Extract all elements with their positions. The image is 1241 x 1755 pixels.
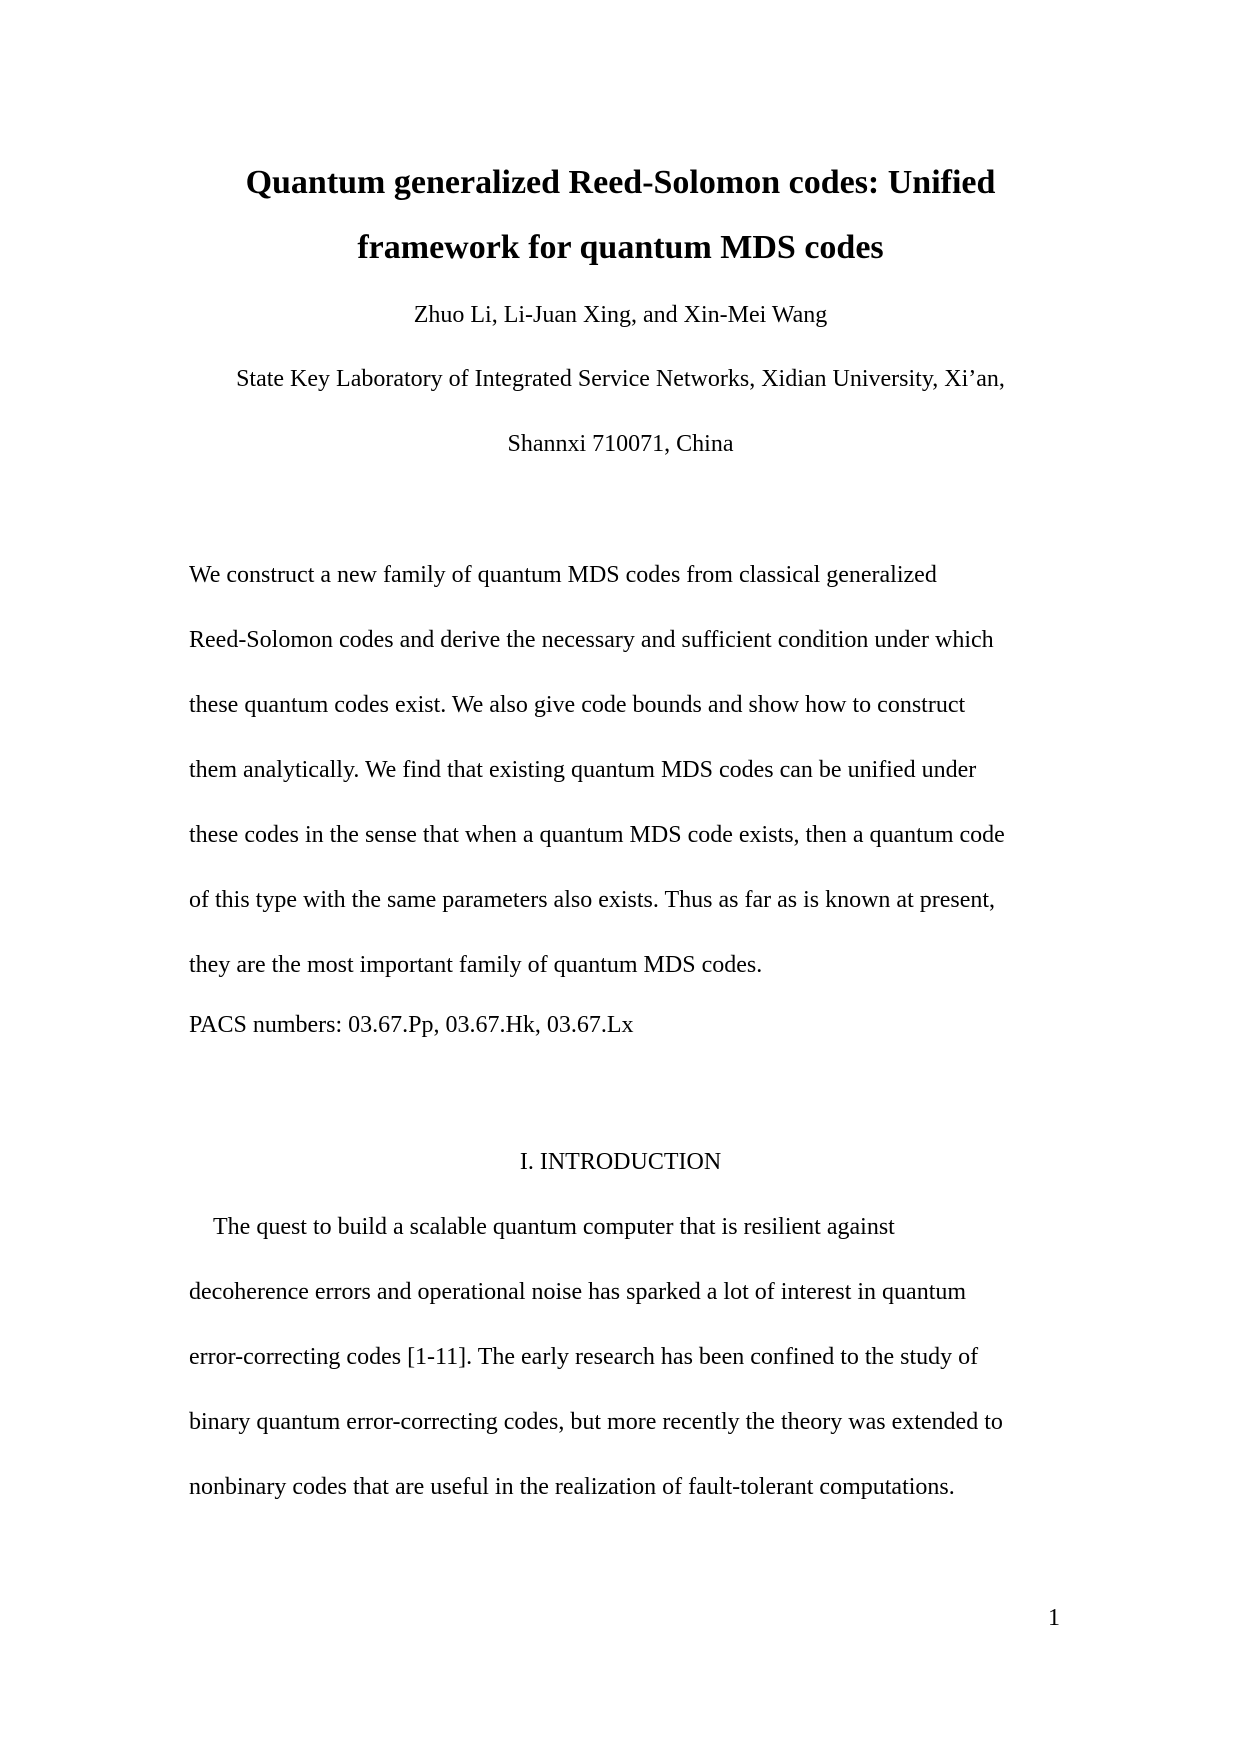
affiliation-line-1: State Key Laboratory of Integrated Service Networks, Xidian University, Xi’an, (236, 366, 1005, 392)
introduction-line: nonbinary codes that are useful in the realization of fault-tolerant computations. (189, 1474, 955, 1500)
introduction-line: binary quantum error-correcting codes, but more recently the theory was extended to (189, 1409, 1003, 1435)
introduction-line: error-correcting codes [1-11]. The early research has been confined to the study of (189, 1344, 979, 1370)
abstract-line: these quantum codes exist. We also give code bounds and show how to construct (189, 692, 966, 718)
affiliation-line-2: Shannxi 710071, China (507, 431, 734, 457)
abstract-line: Reed-Solomon codes and derive the necessary and sufficient condition under which (189, 627, 994, 653)
paper-title-line-2: framework for quantum MDS codes (357, 229, 884, 266)
section-heading-introduction: I. INTRODUCTION (519, 1149, 722, 1175)
abstract-line: these codes in the sense that when a quantum MDS code exists, then a quantum code (189, 822, 1005, 848)
abstract-line: We construct a new family of quantum MDS codes from classical generalized (189, 562, 937, 588)
paper-title-line-1: Quantum generalized Reed-Solomon codes: Unified (245, 164, 996, 201)
abstract-line: they are the most important family of quantum MDS codes. (189, 952, 763, 978)
page-number: 1 (1048, 1605, 1060, 1631)
abstract-line: them analytically. We find that existing quantum MDS codes can be unified under (189, 757, 977, 783)
introduction-line: decoherence errors and operational noise has sparked a lot of interest in quantum (189, 1279, 967, 1305)
introduction-line: The quest to build a scalable quantum computer that is resilient against (213, 1214, 895, 1240)
author-list: Zhuo Li, Li-Juan Xing, and Xin-Mei Wang (413, 302, 828, 328)
pacs-numbers: PACS numbers: 03.67.Pp, 03.67.Hk, 03.67.Lx (189, 1012, 634, 1038)
abstract-line: of this type with the same parameters also exists. Thus as far as is known at present, (189, 887, 996, 913)
